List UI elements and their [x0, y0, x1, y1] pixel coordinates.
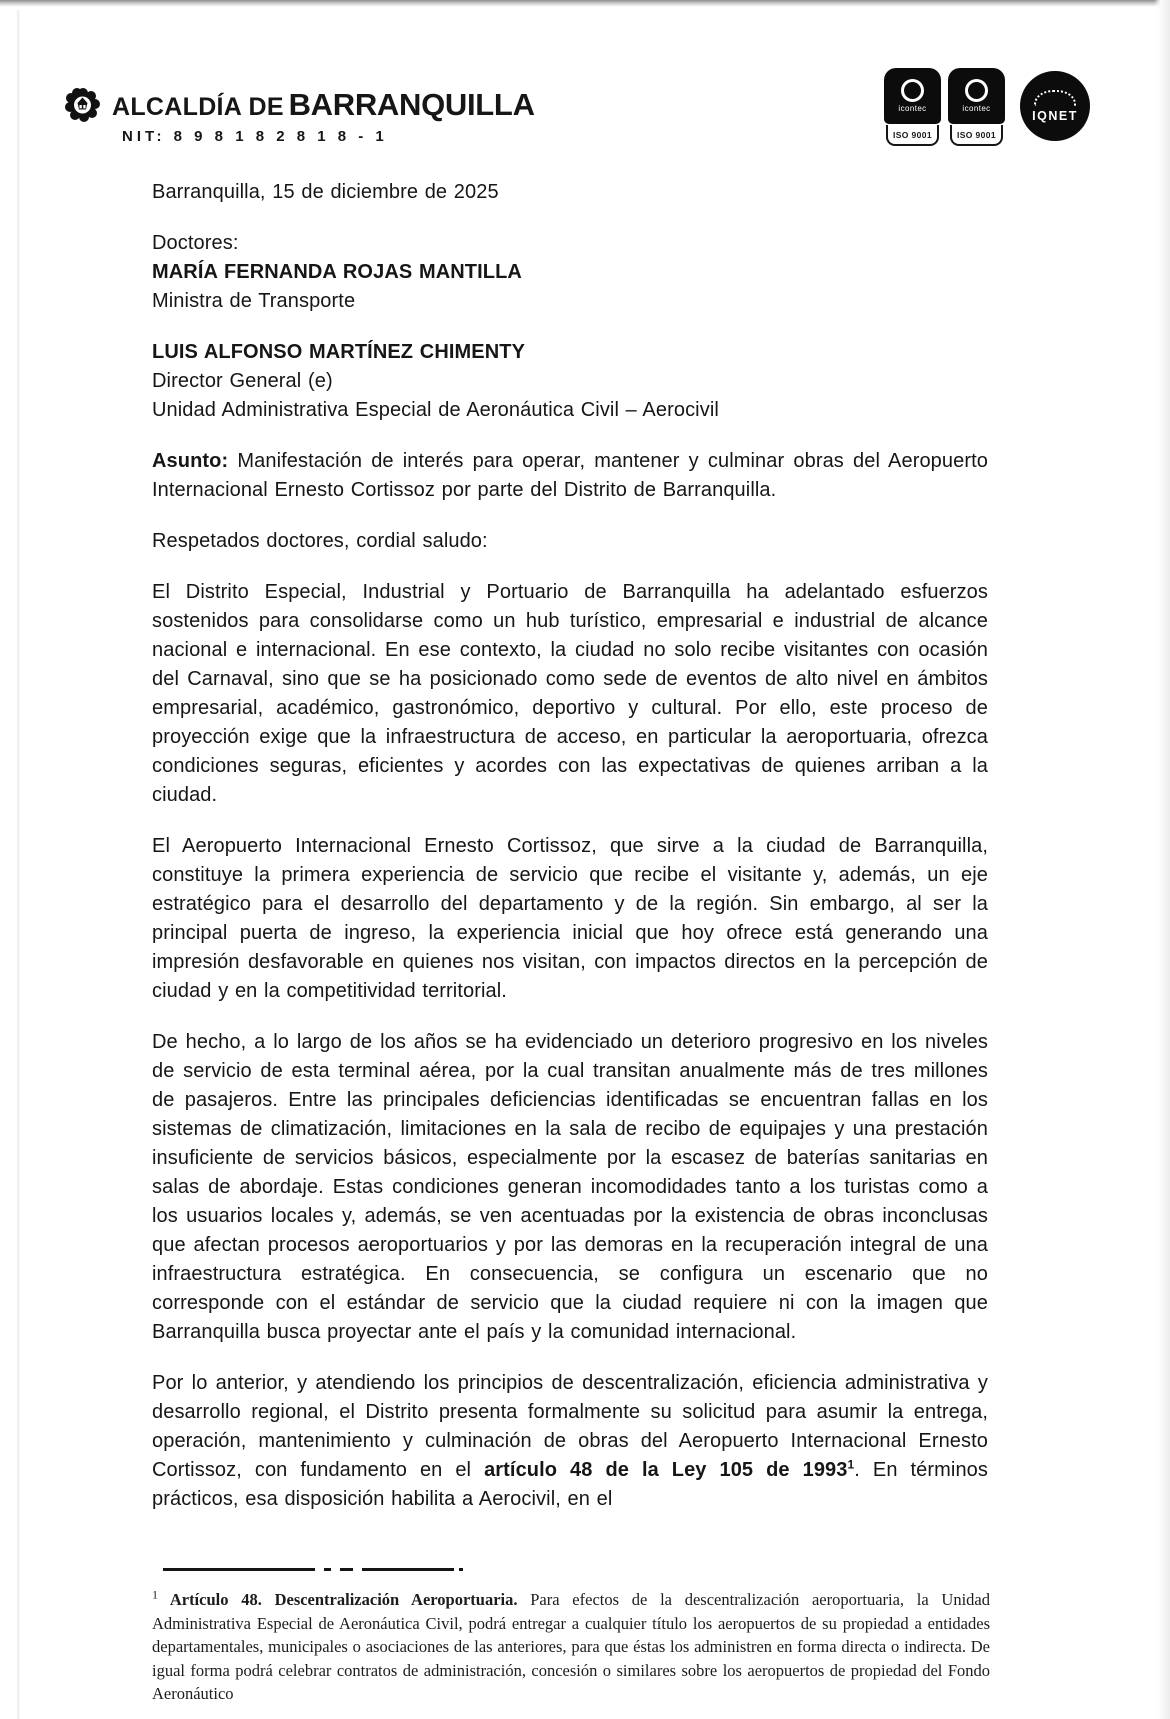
salutation: Doctores: [152, 232, 239, 254]
recipient-block-2 [152, 338, 988, 425]
icontec-word: icontec [962, 104, 991, 113]
recipient-1-name: MARÍA FERNANDA ROJAS MANTILLA [152, 261, 522, 283]
recipient-1-role: Ministra de Transporte [152, 290, 356, 312]
recipient-2-org: Unidad Administrativa Especial de Aeronáutica Civil – Aerocivil [152, 399, 719, 421]
paragraph-4-bold-citation: artículo 48 de la Ley 105 de 1993 [484, 1459, 848, 1481]
footnote-marker: 1 [152, 1587, 158, 1602]
iqnet-dotted-arc-icon [1034, 90, 1076, 106]
brand-text [112, 87, 535, 123]
footnote [152, 1588, 990, 1706]
icontec-logo-icon [901, 79, 924, 102]
greeting-line: Respetados doctores, cordial saludo: [152, 530, 488, 552]
icontec-badge-2 [948, 68, 1005, 146]
icontec-logo-icon [965, 79, 988, 102]
letter-body [152, 178, 988, 1536]
footnote-lead: Artículo 48. Descentralización Aeroportuaria. [158, 1590, 518, 1609]
recipient-block-1 [152, 229, 988, 316]
icontec-badge-2-top [948, 68, 1005, 124]
footnote-separator [163, 1568, 463, 1571]
scan-left-edge [17, 10, 20, 1719]
header-brand [64, 84, 535, 126]
brand-alcaldia-de: ALCALDÍA DE [112, 93, 284, 121]
recipient-2-role: Director General (e) [152, 370, 333, 392]
nit-line: NIT: 8 9 8 1 8 2 8 1 8 - 1 [122, 128, 388, 145]
paragraph-1: El Distrito Especial, Industrial y Portuario de Barranquilla ha adelantado esfuerzos sostenidos para consolidarse como un hub turístico, empresarial e industrial de alcance nacional e internacional. En ese contexto, la ciudad no solo recibe visitantes con ocasión del Carnaval, sino que se ha posicionado como sede de eventos de alto nivel en ámbitos empresarial, académico, gastronómico, deportivo y cultural. Por ello, este proceso de proyección exige que la infraestructura de acceso, en particular la aeroportuaria, ofrezca condiciones seguras, eficientes y acordes con las expectativas de quienes arriban a la ciudad. [152, 581, 988, 806]
scan-top-edge [0, 0, 1170, 7]
brand-barranquilla: BARRANQUILLA [288, 87, 535, 122]
date-line: Barranquilla, 15 de diciembre de 2025 [152, 181, 499, 203]
scan-right-edge [1154, 0, 1170, 1719]
subject-text: Manifestación de interés para operar, mantener y culminar obras del Aeropuerto Internacional Ernesto Cortissoz por parte del Distrito de Barranquilla. [152, 450, 988, 501]
iso-9001-label: ISO 9001 [886, 125, 939, 146]
paragraph-3: De hecho, a lo largo de los años se ha evidenciado un deterioro progresivo en los niveles de servicio de esta terminal aérea, por la cual transitan anualmente más de tres millones de pasajeros. Entre las principales deficiencias identificadas se encuentran fallas en los sistemas de climatización, limitaciones en la sala de recibo de equipajes y una prestación insuficiente de servicios básicos, especialmente por la escasez de baterías sanitarias en salas de abordaje. Estas condiciones generan incomodidades tanto a los turistas como a los usuarios locales y, además, se ven acentuadas por la existencia de obras inconclusas que afectan procesos aeroportuarios y por las demoras en la recuperación integral de una infraestructura estratégica. En consecuencia, se configura un escenario que no corresponde con el estándar de servicio que la ciudad requiere ni con la imagen que Barranquilla busca proyectar ante el país y la comunidad internacional. [152, 1031, 988, 1343]
iqnet-word: IQNET [1032, 108, 1078, 123]
paragraph-4 [152, 1369, 988, 1514]
paragraph-4-text: Por lo anterior, y atendiendo los principios de descentralización, eficiencia administrativa y desarrollo regional, el Distrito presenta formalmente su solicitud para asumir la entrega, operación, mantenimiento y culminación de obras del Aeropuerto Internacional Ernesto Cortissoz, con fundamento en el [152, 1372, 988, 1481]
paragraph-2: El Aeropuerto Internacional Ernesto Cortissoz, que sirve a la ciudad de Barranquilla, constituye la primera experiencia de servicio que recibe el visitante y, además, un eje estratégico para el desarrollo del departamento y de la región. Sin embargo, al ser la principal puerta de ingreso, la experiencia inicial que hoy ofrece está generando una impresión desfavorable en quienes nos visitan, con impactos directos en la percepción de ciudad y en la competitividad territorial. [152, 835, 988, 1002]
icontec-badge-1 [884, 68, 941, 146]
iqnet-badge [1020, 71, 1090, 141]
footnote-text: Para efectos de la descentralización aeroportuaria, la Unidad Administrativa Especial de Aeronáutica Civil, podrá entregar a cualquier título los aeropuertos de su propiedad a entidades departamentales, municipales o asociaciones de las anteriores, para que éstas los administren en forma directa o indirecta. De igual forma podrá celebrar contratos de administración, concesión o similares sobre los aeropuertos de propiedad del Fondo Aeronáutico [152, 1590, 991, 1703]
subject-label: Asunto: [152, 450, 229, 472]
icontec-badge-1-top [884, 68, 941, 124]
certification-badges [884, 68, 1090, 146]
footnote-reference-mark: 1 [847, 1457, 855, 1472]
paragraph-4-text-end: . En términos prácticos, esa disposición habilita a Aerocivil, en el [152, 1459, 988, 1510]
recipient-2-name: LUIS ALFONSO MARTÍNEZ CHIMENTY [152, 341, 526, 363]
subject-paragraph [152, 447, 988, 505]
iso-9001-label: ISO 9001 [950, 125, 1003, 146]
icontec-word: icontec [898, 104, 927, 113]
alcaldia-seal-icon [64, 84, 102, 126]
